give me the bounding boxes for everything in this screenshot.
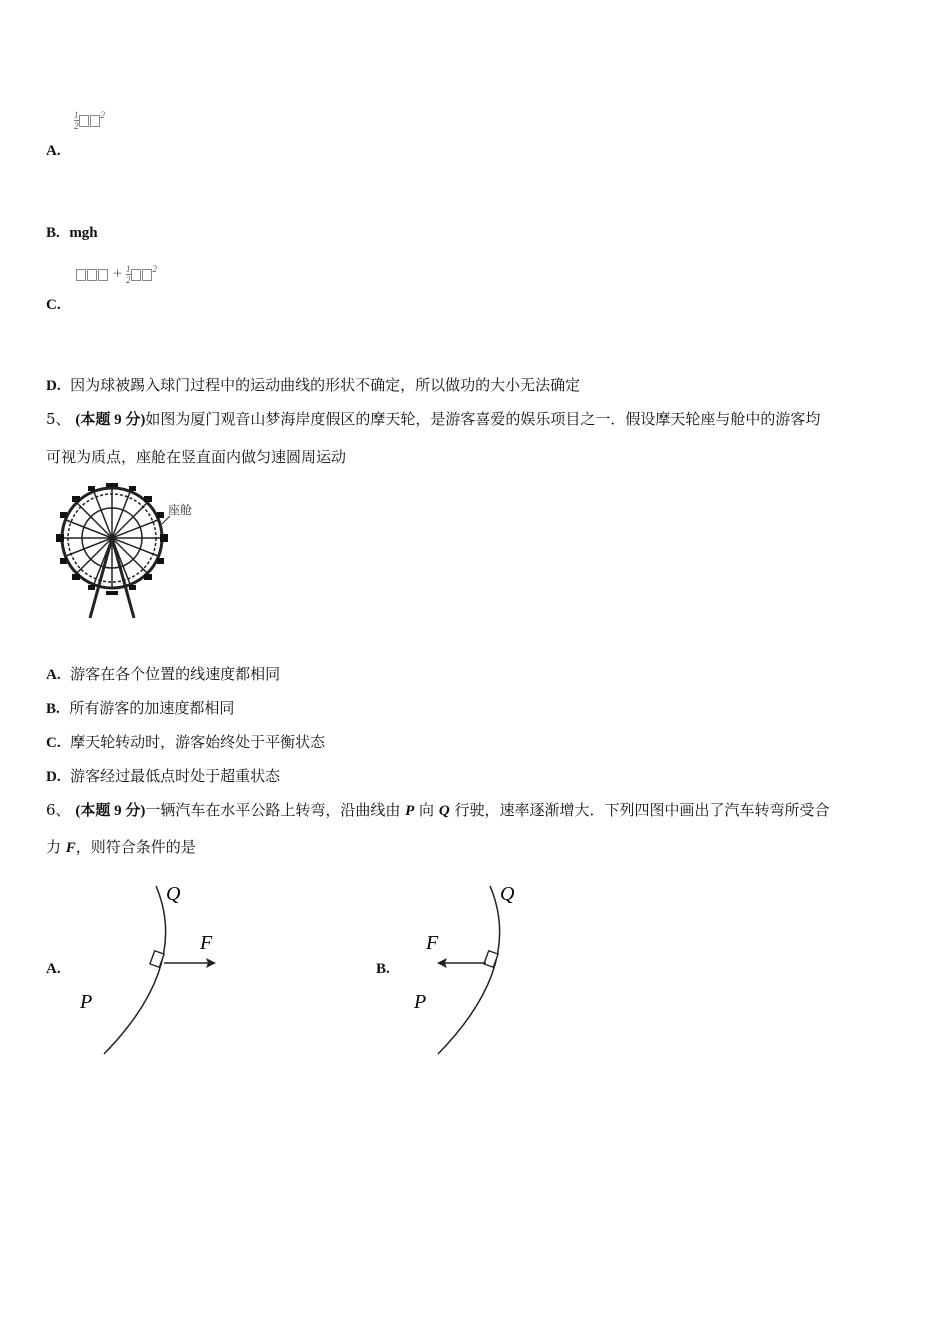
q6-figure-b-label: B. bbox=[376, 961, 390, 977]
q6-text-line1: 6、 (本题 9 分)一辆汽车在水平公路上转弯，沿曲线由 P 向 Q 行驶，速率逐渐增大．下列四图中画出了汽车转弯所受合 bbox=[46, 801, 830, 819]
label-p: P bbox=[414, 991, 427, 1013]
q6-figure-a-label: A. bbox=[46, 961, 61, 977]
label-q: Q bbox=[500, 883, 515, 905]
option-a-formula: $\frac{1}{2}$ $^2$ bbox=[74, 110, 105, 132]
q5-option-d: D. 游客经过最低点时处于超重状态 bbox=[46, 767, 281, 785]
q6-figure-a bbox=[70, 876, 250, 1060]
fraction: $\frac{1}{2}$ bbox=[74, 110, 79, 132]
q5-option-c: C. 摩天轮转动时，游客始终处于平衡状态 bbox=[46, 733, 326, 751]
label-f: F bbox=[426, 932, 439, 954]
label-f: F bbox=[200, 932, 213, 954]
option-a: A. bbox=[46, 143, 61, 159]
ferris-wheel-figure bbox=[54, 480, 204, 622]
q5-text-line2: 可视为质点，座舱在竖直面内做匀速圆周运动 bbox=[46, 448, 347, 466]
q5-option-a: A. 游客在各个位置的线速度都相同 bbox=[46, 665, 281, 683]
q6-figure-b bbox=[404, 876, 584, 1060]
option-c: C. bbox=[46, 297, 61, 313]
q6-text-line2: 力 F，则符合条件的是 bbox=[46, 838, 196, 856]
label-q: Q bbox=[166, 883, 181, 905]
q5-option-b: B. 所有游客的加速度都相同 bbox=[46, 699, 235, 717]
option-b: B. mgh bbox=[46, 225, 98, 241]
label-p: P bbox=[80, 991, 93, 1013]
option-c-formula: + $\frac{1}{2}$ $^2$ bbox=[76, 264, 157, 285]
q5-text-line1: 5、 (本题 9 分)如图为厦门观音山梦海岸度假区的摩天轮，是游客喜爱的娱乐项目之一．假设摩天轮座与舱中的游客均 bbox=[46, 410, 821, 428]
option-d: D. 因为球被踢入球门过程中的运动曲线的形状不确定，所以做功的大小无法确定 bbox=[46, 376, 581, 394]
cabin-label: 座舱 bbox=[168, 503, 193, 517]
